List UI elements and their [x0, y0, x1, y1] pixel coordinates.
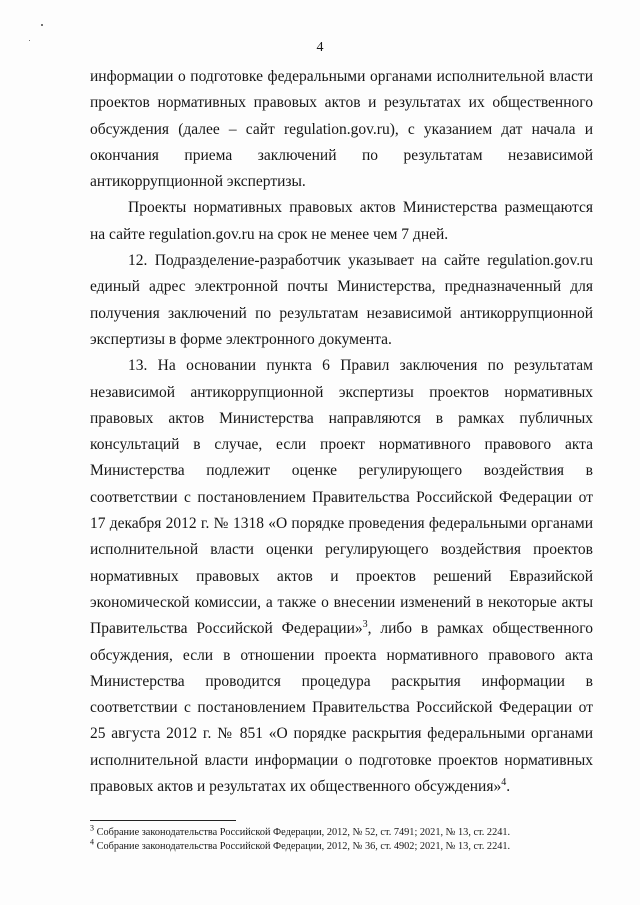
footnote-reference-4[interactable]: 4: [501, 776, 507, 788]
paragraph-item-13-part-1: 13. На основании пункта 6 Правил заключения по результатам независимой антикоррупционной экспертизы проектов нормативных правовых актов Министерства направляются в рамках публичных консультаций в случае, если проект нормативного правового акта Министерства подлежит оценке регулирующего воздействия в соответствии с постановлением Правительства Российской Федерации от 17 декабря 2012 г. № 1318 «О порядке проведения федеральными органами исполнительной власти оценки регулирующего воздействия проектов нормативных правовых актов и проектов решений Евразийской экономической комиссии, а также о внесении изменений в некоторые акты Правительства Российской Федерации»: [90, 357, 593, 638]
footnote-divider: [90, 820, 236, 821]
scan-speck: [41, 24, 43, 26]
paragraph-item-12: 12. Подразделение-разработчик указывает на сайте regulation.gov.ru единый адрес электронной почты Министерства, предназначенный для получения заключений по результатам независимой антикоррупционной экспертизы в форме электронного документа.: [90, 252, 593, 348]
footnote-mark: 3: [90, 823, 94, 833]
paragraph-item-13-part-2: , либо в рамках общественного обсуждения, если в отношении проекта нормативного правового акта Министерства проводится процедура раскрытия информации в соответствии с постановлением Правительства Российской Федерации от 25 августа 2012 г. № 851 «О порядке раскрытия федеральными органами исполнительной власти информации о подготовке проектов нормативных правовых актов и результатах их общественного обсуждения»: [90, 620, 593, 796]
paragraph-item-13: [90, 353, 593, 800]
footnote-4: [90, 837, 593, 854]
footnote-reference-3[interactable]: 3: [362, 619, 368, 631]
footnotes: [90, 823, 593, 854]
footnote-3: [90, 823, 593, 840]
paragraph-projects-placement: Проекты нормативных правовых актов Министерства размещаются на сайте regulation.gov.ru на срок не менее чем 7 дней.: [90, 199, 593, 243]
paragraph-continuation: информации о подготовке федеральными органами исполнительной власти проектов нормативных правовых актов и результатах их общественного обсуждения (далее – сайт regulation.gov.ru), с указанием дат начала и окончания приема заключений по результатам независимой антикоррупционной экспертизы.: [90, 68, 593, 191]
footnote-text: Собрание законодательства Российской Федерации, 2012, № 52, ст. 7491; 2021, № 13, ст. 2241.: [94, 827, 511, 838]
document-body: [90, 64, 593, 800]
footnote-mark: 4: [90, 837, 94, 847]
footnote-text: Собрание законодательства Российской Федерации, 2012, № 36, ст. 4902; 2021, № 13, ст. 2241.: [94, 841, 511, 852]
paragraph-item-13-part-3: .: [506, 778, 511, 796]
page-number: 4: [316, 40, 324, 55]
